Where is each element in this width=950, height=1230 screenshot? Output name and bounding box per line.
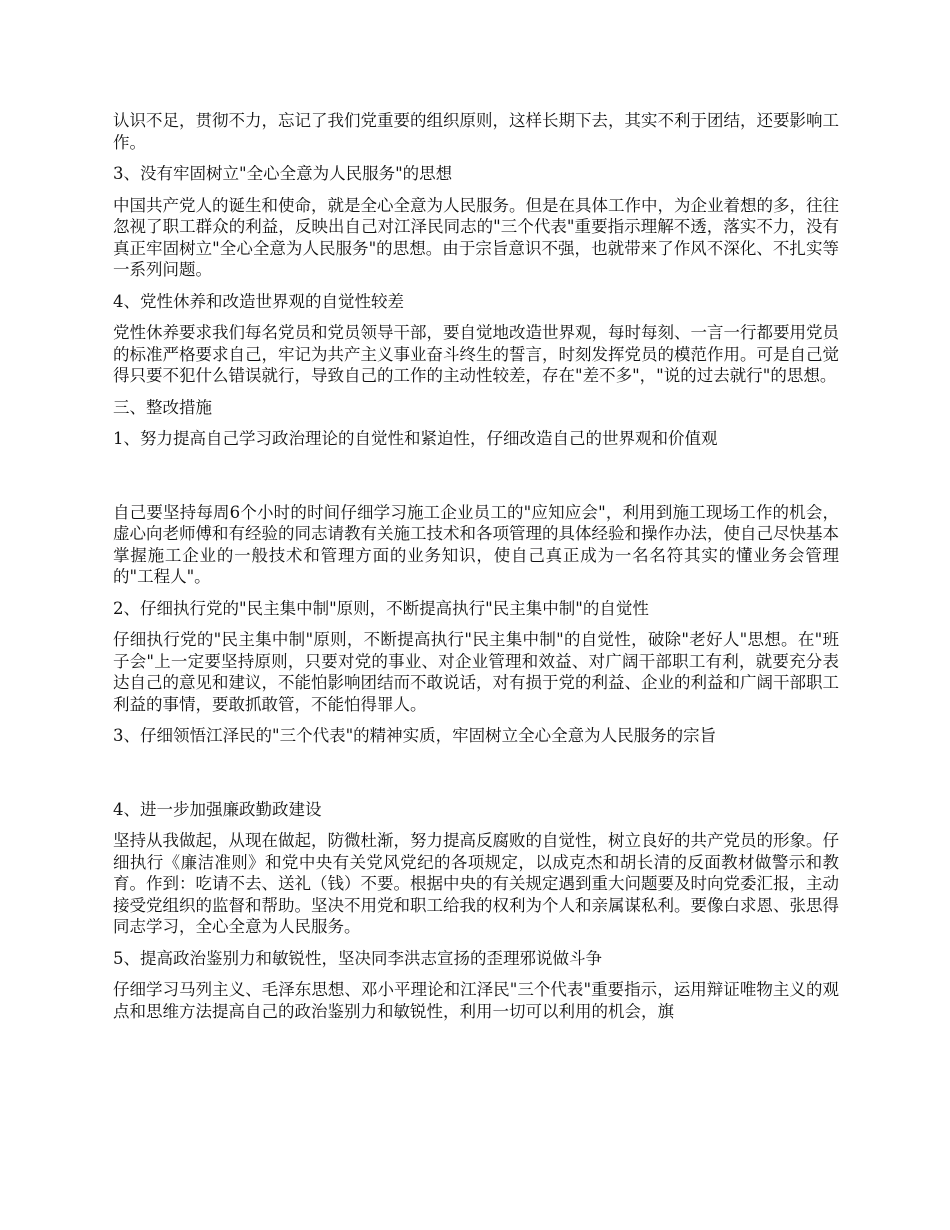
paragraph-party-spirit: 党性休养要求我们每名党员和党员领导干部，要自觉地改造世界观，每时每刻、一言一行都要用党员的标准严格要求自己，牢记为共产主义事业奋斗终生的誓言，时刻发挥党员的模范作用。可是自己觉得只要不犯什么错误就行，导致自己的工作的主动性较差，存在"差不多"，"说的过去就行"的思想。 xyxy=(113,323,839,385)
paragraph-service-ideology: 中国共产党人的诞生和使命，就是全心全意为人民服务。但是在具体工作中，为企业着想的多，往往忽视了职工群众的利益，反映出自己对江泽民同志的"三个代表"重要指示理解不透，落实不力，没有真正牢固树立"全心全意为人民服务"的思想。由于宗旨意识不强，也就带来了作风不深化、不扎实等一系列问题。 xyxy=(113,195,839,279)
heading-5-political-discernment: 5、提高政治鉴别力和敏锐性，坚决同李洪志宣扬的歪理邪说做斗争 xyxy=(113,948,602,968)
heading-4-integrity: 4、进一步加强廉政勤政建设 xyxy=(113,799,322,819)
section-heading-rectification: 三、整改措施 xyxy=(113,397,212,417)
heading-3-three-represents: 3、仔细领悟江泽民的"三个代表"的精神实质，牢固树立全心全意为人民服务的宗旨 xyxy=(113,726,717,745)
paragraph-democratic-centralism: 仔细执行党的"民主集中制"原则，不断提高执行"民主集中制"的自觉性，破除"老好人"思想。在"班子会"上一定要坚持原则，只要对党的事业、对企业管理和效益、对广阔干部职工有利，就要充分表达自己的意见和建议，不能怕影响团结而不敢说话，对有损于党的利益、企业的利益和广阔干部职工利益的事情，要敢抓敢管，不能怕得罪人。 xyxy=(113,630,839,714)
heading-2-democratic-centralism: 2、仔细执行党的"民主集中制"原则，不断提高执行"民主集中制"的自觉性 xyxy=(113,598,649,618)
heading-1-political-theory: 1、努力提高自己学习政治理论的自觉性和紧迫性，仔细改造自己的世界观和价值观 xyxy=(113,429,718,448)
paragraph-political-discernment: 仔细学习马列主义、毛泽东思想、邓小平理论和江泽民"三个代表"重要指示，运用辩证唯物主义的观点和思维方法提高自己的政治鉴别力和敏锐性，利用一切可以利用的机会，旗 xyxy=(113,980,839,1021)
paragraph-intro-continuation: 认识不足，贯彻不力，忘记了我们党重要的组织原则，这样长期下去，其实不利于团结，还要影响工作。 xyxy=(113,111,839,152)
heading-3-service-ideology: 3、没有牢固树立"全心全意为人民服务"的思想 xyxy=(113,164,453,183)
blank-gap xyxy=(113,460,839,502)
document-page xyxy=(113,110,839,1032)
blank-gap xyxy=(113,757,839,799)
paragraph-integrity: 坚持从我做起，从现在做起，防微杜渐，努力提高反腐败的自觉性，树立良好的共产党员的形象。仔细执行《廉洁准则》和党中央有关党风党纪的各项规定，以成克杰和胡长清的反面教材做警示和教育。作到：吃请不去、送礼（钱）不要。根据中央的有关规定遇到重大问题要及时向党委汇报，主动接受党组织的监督和帮助。坚决不用党和职工给我的权利为个人和亲属谋私利。要像白求恩、张思得同志学习，全心全意为人民服务。 xyxy=(113,831,839,936)
paragraph-study-plan: 自己要坚持每周6个小时的时间仔细学习施工企业员工的"应知应会"，利用到施工现场工作的机会，虚心向老师傅和有经验的同志请教有关施工技术和各项管理的具体经验和操作办法，使自己尽快基本掌握施工企业的一般技术和管理方面的业务知识，使自己真正成为一名名符其实的懂业务会管理的"工程人"。 xyxy=(113,502,839,586)
heading-4-party-spirit: 4、党性休养和改造世界观的自觉性较差 xyxy=(113,291,404,311)
